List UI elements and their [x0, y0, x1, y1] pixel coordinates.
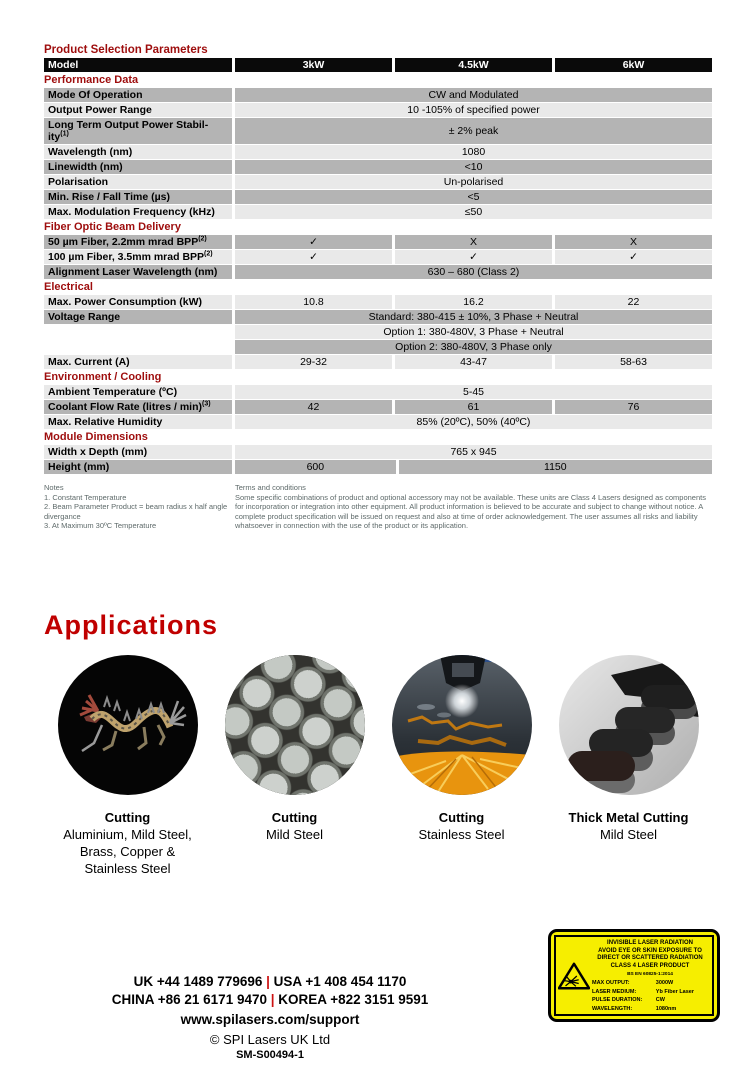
section-title: Performance Data: [44, 74, 139, 86]
phone-usa: USA +1 408 454 1170: [269, 974, 407, 989]
row-value-cell: X: [395, 235, 552, 249]
footnote-marker: (1): [60, 130, 69, 138]
note-line: 3. At Maximum 30ºC Temperature: [44, 521, 157, 530]
warning-line: CLASS 4 LASER PRODUCT: [610, 962, 690, 969]
table-row: [44, 415, 712, 429]
row-label-cell: Height (mm): [44, 460, 232, 474]
row-value-cell: ✓: [555, 250, 712, 264]
row-label-cell: Wavelength (nm): [44, 145, 232, 159]
warning-line: INVISIBLE LASER RADIATION: [607, 940, 693, 946]
table-row: [44, 445, 712, 459]
thick-metal-illustration: [559, 655, 699, 795]
terms-column: [235, 483, 712, 531]
phone-line-uk-usa: [55, 973, 485, 991]
laser-label-inner-border: [554, 935, 714, 1016]
row-label-cell: Voltage Range: [44, 310, 232, 324]
application-title: Cutting: [271, 810, 318, 825]
application-subtitle-line: Aluminium, Mild Steel,: [63, 827, 192, 842]
laser-hazard-icon: [558, 961, 590, 991]
row-label-cell: Polarisation: [44, 175, 232, 189]
row-value-cell: Option 2: 380-480V, 3 Phase only: [235, 340, 712, 354]
perforated-pattern: [225, 655, 365, 795]
row-label-cell: Ambient Temperature (ºC): [44, 385, 232, 399]
terms-body: Some specific combinations of product and optional accessory may not be available. These units are Class 4 Lasers designed as components for incorporation or integration into other equipment. All product information is believed to be accurate and subject to change without notice. A complete product specification will be issued on request and also at time of order acknowledgement. The user assumes all risks and liability whatsoever in connection with the use of the product or its application.: [235, 492, 706, 530]
laser-spec-grid: [592, 980, 708, 1012]
warning-line: AVOID EYE OR SKIN EXPOSURE TO: [598, 947, 702, 954]
note-line: 2. Beam Parameter Product = beam radius x half angle divergance: [44, 502, 228, 521]
dragon-illustration: [58, 655, 198, 795]
row-value-cell: 76: [555, 400, 712, 414]
application-image-laser-cutting-sparks: [392, 655, 532, 795]
application-card-cutting-multi: [44, 655, 211, 877]
table-row: [44, 460, 712, 474]
section-title: Electrical: [44, 281, 93, 293]
table-title: Product Selection Parameters: [44, 44, 208, 56]
row-value-cell: 42: [235, 400, 392, 414]
phone-korea: KOREA +822 3151 9591: [274, 992, 429, 1007]
warning-line: DIRECT OR SCATTERED RADIATION: [597, 955, 703, 962]
laser-label-text-zone: [592, 937, 712, 1014]
table-row: [44, 190, 712, 204]
laser-spec-value: Yb Fiber Laser: [655, 988, 695, 995]
spec-table: [44, 74, 712, 474]
row-value-cell: 10 -105% of specified power: [235, 103, 712, 117]
row-label-cell: [44, 340, 232, 354]
application-image-perforated-sheet: [225, 655, 365, 795]
support-website-link[interactable]: www.spilasers.com/support: [180, 1012, 360, 1027]
section-title: Environment / Cooling: [44, 371, 162, 383]
application-title: Cutting: [438, 810, 485, 825]
table-row: [44, 118, 712, 144]
application-image-dragon-artwork: [58, 655, 198, 795]
row-label-cell: Mode Of Operation: [44, 88, 232, 102]
table-row: [44, 325, 712, 339]
spec-table-block: [44, 44, 712, 531]
phone-line-china-korea: [55, 991, 485, 1009]
row-label-cell: 100 µm Fiber, 3.5mm mrad BPP$^{(2)}$: [44, 250, 232, 264]
row-value-cell: <5: [235, 190, 712, 204]
footnote-marker: (2): [204, 250, 213, 258]
application-card-cutting-mild-steel: [211, 655, 378, 877]
row-value-cell: 1150: [399, 460, 712, 474]
row-label-cell: Width x Depth (mm): [44, 445, 232, 459]
header-col-3kw: 3kW: [235, 58, 392, 72]
table-row: [44, 88, 712, 102]
laser-hazard-icon-zone: [556, 937, 592, 1014]
row-label-cell: [44, 325, 232, 339]
application-subtitle-line: Stainless Steel: [84, 861, 171, 876]
laser-spec-name: MAX OUTPUT:: [592, 980, 630, 987]
row-label-cell: Max. Power Consumption (kW): [44, 295, 232, 309]
document-number: SM-S00494-1: [236, 1049, 304, 1061]
row-value-cell: 5-45: [235, 385, 712, 399]
notes-terms-row: [44, 483, 712, 531]
row-value-cell: 600: [235, 460, 396, 474]
row-value-cell: X: [555, 235, 712, 249]
application-card-cutting-stainless: [378, 655, 545, 877]
table-row: [44, 295, 712, 309]
table-row: [44, 103, 712, 117]
row-value-cell: 29-32: [235, 355, 392, 369]
table-row: [44, 175, 712, 189]
applications-row: [44, 655, 712, 877]
laser-standard-line: BS EN 60825-1:2014: [627, 972, 673, 978]
row-value-cell: 10.8: [235, 295, 392, 309]
row-value-cell: 61: [395, 400, 552, 414]
application-image-thick-metal-parts: [559, 655, 699, 795]
row-label-cell: Max. Modulation Frequency (kHz): [44, 205, 232, 219]
laser-warning-label: [548, 929, 720, 1022]
copyright-text: © SPI Lasers UK Ltd: [209, 1032, 331, 1047]
laser-cutting-illustration: [392, 655, 532, 795]
row-value-cell: ≤50: [235, 205, 712, 219]
row-label-cell: Alignment Laser Wavelength (nm): [44, 265, 232, 279]
row-value-cell: 1080: [235, 145, 712, 159]
application-subtitle-line: Stainless Steel: [418, 827, 505, 842]
laser-spec-value: CW: [655, 997, 665, 1004]
application-card-thick-metal: [545, 655, 712, 877]
section-title: Fiber Optic Beam Delivery: [44, 221, 181, 233]
row-value-cell: 16.2: [395, 295, 552, 309]
application-subtitle-line: Mild Steel: [599, 827, 658, 842]
pipe-separator: |: [270, 992, 275, 1007]
table-row: [44, 310, 712, 324]
notes-heading: Notes: [44, 483, 64, 492]
laser-spec-name: PULSE DURATION:: [592, 997, 643, 1004]
row-value-cell: 58-63: [555, 355, 712, 369]
row-label-cell: 50 µm Fiber, 2.2mm mrad BPP$^{(2)}$: [44, 235, 232, 249]
table-row: [44, 340, 712, 354]
table-row: [44, 145, 712, 159]
application-title: Thick Metal Cutting: [568, 810, 689, 825]
notes-column: [44, 483, 232, 531]
row-value-cell: 765 x 945: [235, 445, 712, 459]
row-value-cell: Standard: 380-415 ± 10%, 3 Phase + Neutral: [235, 310, 712, 324]
footer-contact-block: [55, 973, 485, 1063]
table-header-row: [44, 58, 712, 72]
row-value-cell: ✓: [235, 235, 392, 249]
row-value-cell: 85% (20ºC), 50% (40ºC): [235, 415, 712, 429]
row-label-cell: Max. Relative Humidity: [44, 415, 232, 429]
header-model-cell: Model: [44, 58, 232, 72]
row-value-cell: ± 2% peak: [235, 118, 712, 144]
row-label-cell: Output Power Range: [44, 103, 232, 117]
table-row: [44, 160, 712, 174]
terms-heading: Terms and conditions: [235, 483, 306, 492]
table-row: [44, 265, 712, 279]
table-row: [44, 250, 712, 264]
footnote-marker: (2): [198, 235, 207, 243]
phone-china: CHINA +86 21 6171 9470: [111, 992, 271, 1007]
header-col-6kw: 6kW: [555, 58, 712, 72]
application-subtitle-line: Mild Steel: [265, 827, 324, 842]
row-label-cell: Min. Rise / Fall Time (µs): [44, 190, 232, 204]
table-row: [44, 235, 712, 249]
laser-spec-name: WAVELENGTH:: [592, 1005, 633, 1012]
note-line: 1. Constant Temperature: [44, 492, 127, 502]
row-value-cell: CW and Modulated: [235, 88, 712, 102]
laser-spec-name: LASER MEDIUM:: [592, 988, 637, 995]
row-label-cell: Linewidth (nm): [44, 160, 232, 174]
row-value-cell: ✓: [235, 250, 392, 264]
application-title: Cutting: [104, 810, 151, 825]
pipe-separator: |: [266, 974, 270, 989]
row-value-cell: ✓: [395, 250, 552, 264]
footnote-marker: (3): [202, 400, 211, 408]
section-title: Module Dimensions: [44, 431, 148, 443]
row-value-cell: Un-polarised: [235, 175, 712, 189]
row-label-cell: Long Term Output Power Stabil- ity$^{(1)}$: [44, 118, 232, 144]
table-row: [44, 355, 712, 369]
table-row: [44, 400, 712, 414]
laser-spec-value: 1080nm: [655, 1005, 677, 1012]
table-row: [44, 385, 712, 399]
row-value-cell: <10: [235, 160, 712, 174]
application-subtitle-line: Brass, Copper &: [79, 844, 176, 859]
table-row: [44, 205, 712, 219]
phone-uk: UK +44 1489 779696: [133, 974, 267, 989]
applications-heading: Applications: [44, 610, 219, 640]
row-value-cell: 630 – 680 (Class 2): [235, 265, 712, 279]
row-label-cell: Max. Current (A): [44, 355, 232, 369]
row-value-cell: 43-47: [395, 355, 552, 369]
row-label-cell: Coolant Flow Rate (litres / min)$^{(3)}$: [44, 400, 232, 414]
row-value-cell: 22: [555, 295, 712, 309]
row-value-cell: Option 1: 380-480V, 3 Phase + Neutral: [235, 325, 712, 339]
header-col-4-5kw: 4.5kW: [395, 58, 552, 72]
laser-spec-value: 3000W: [655, 980, 674, 987]
